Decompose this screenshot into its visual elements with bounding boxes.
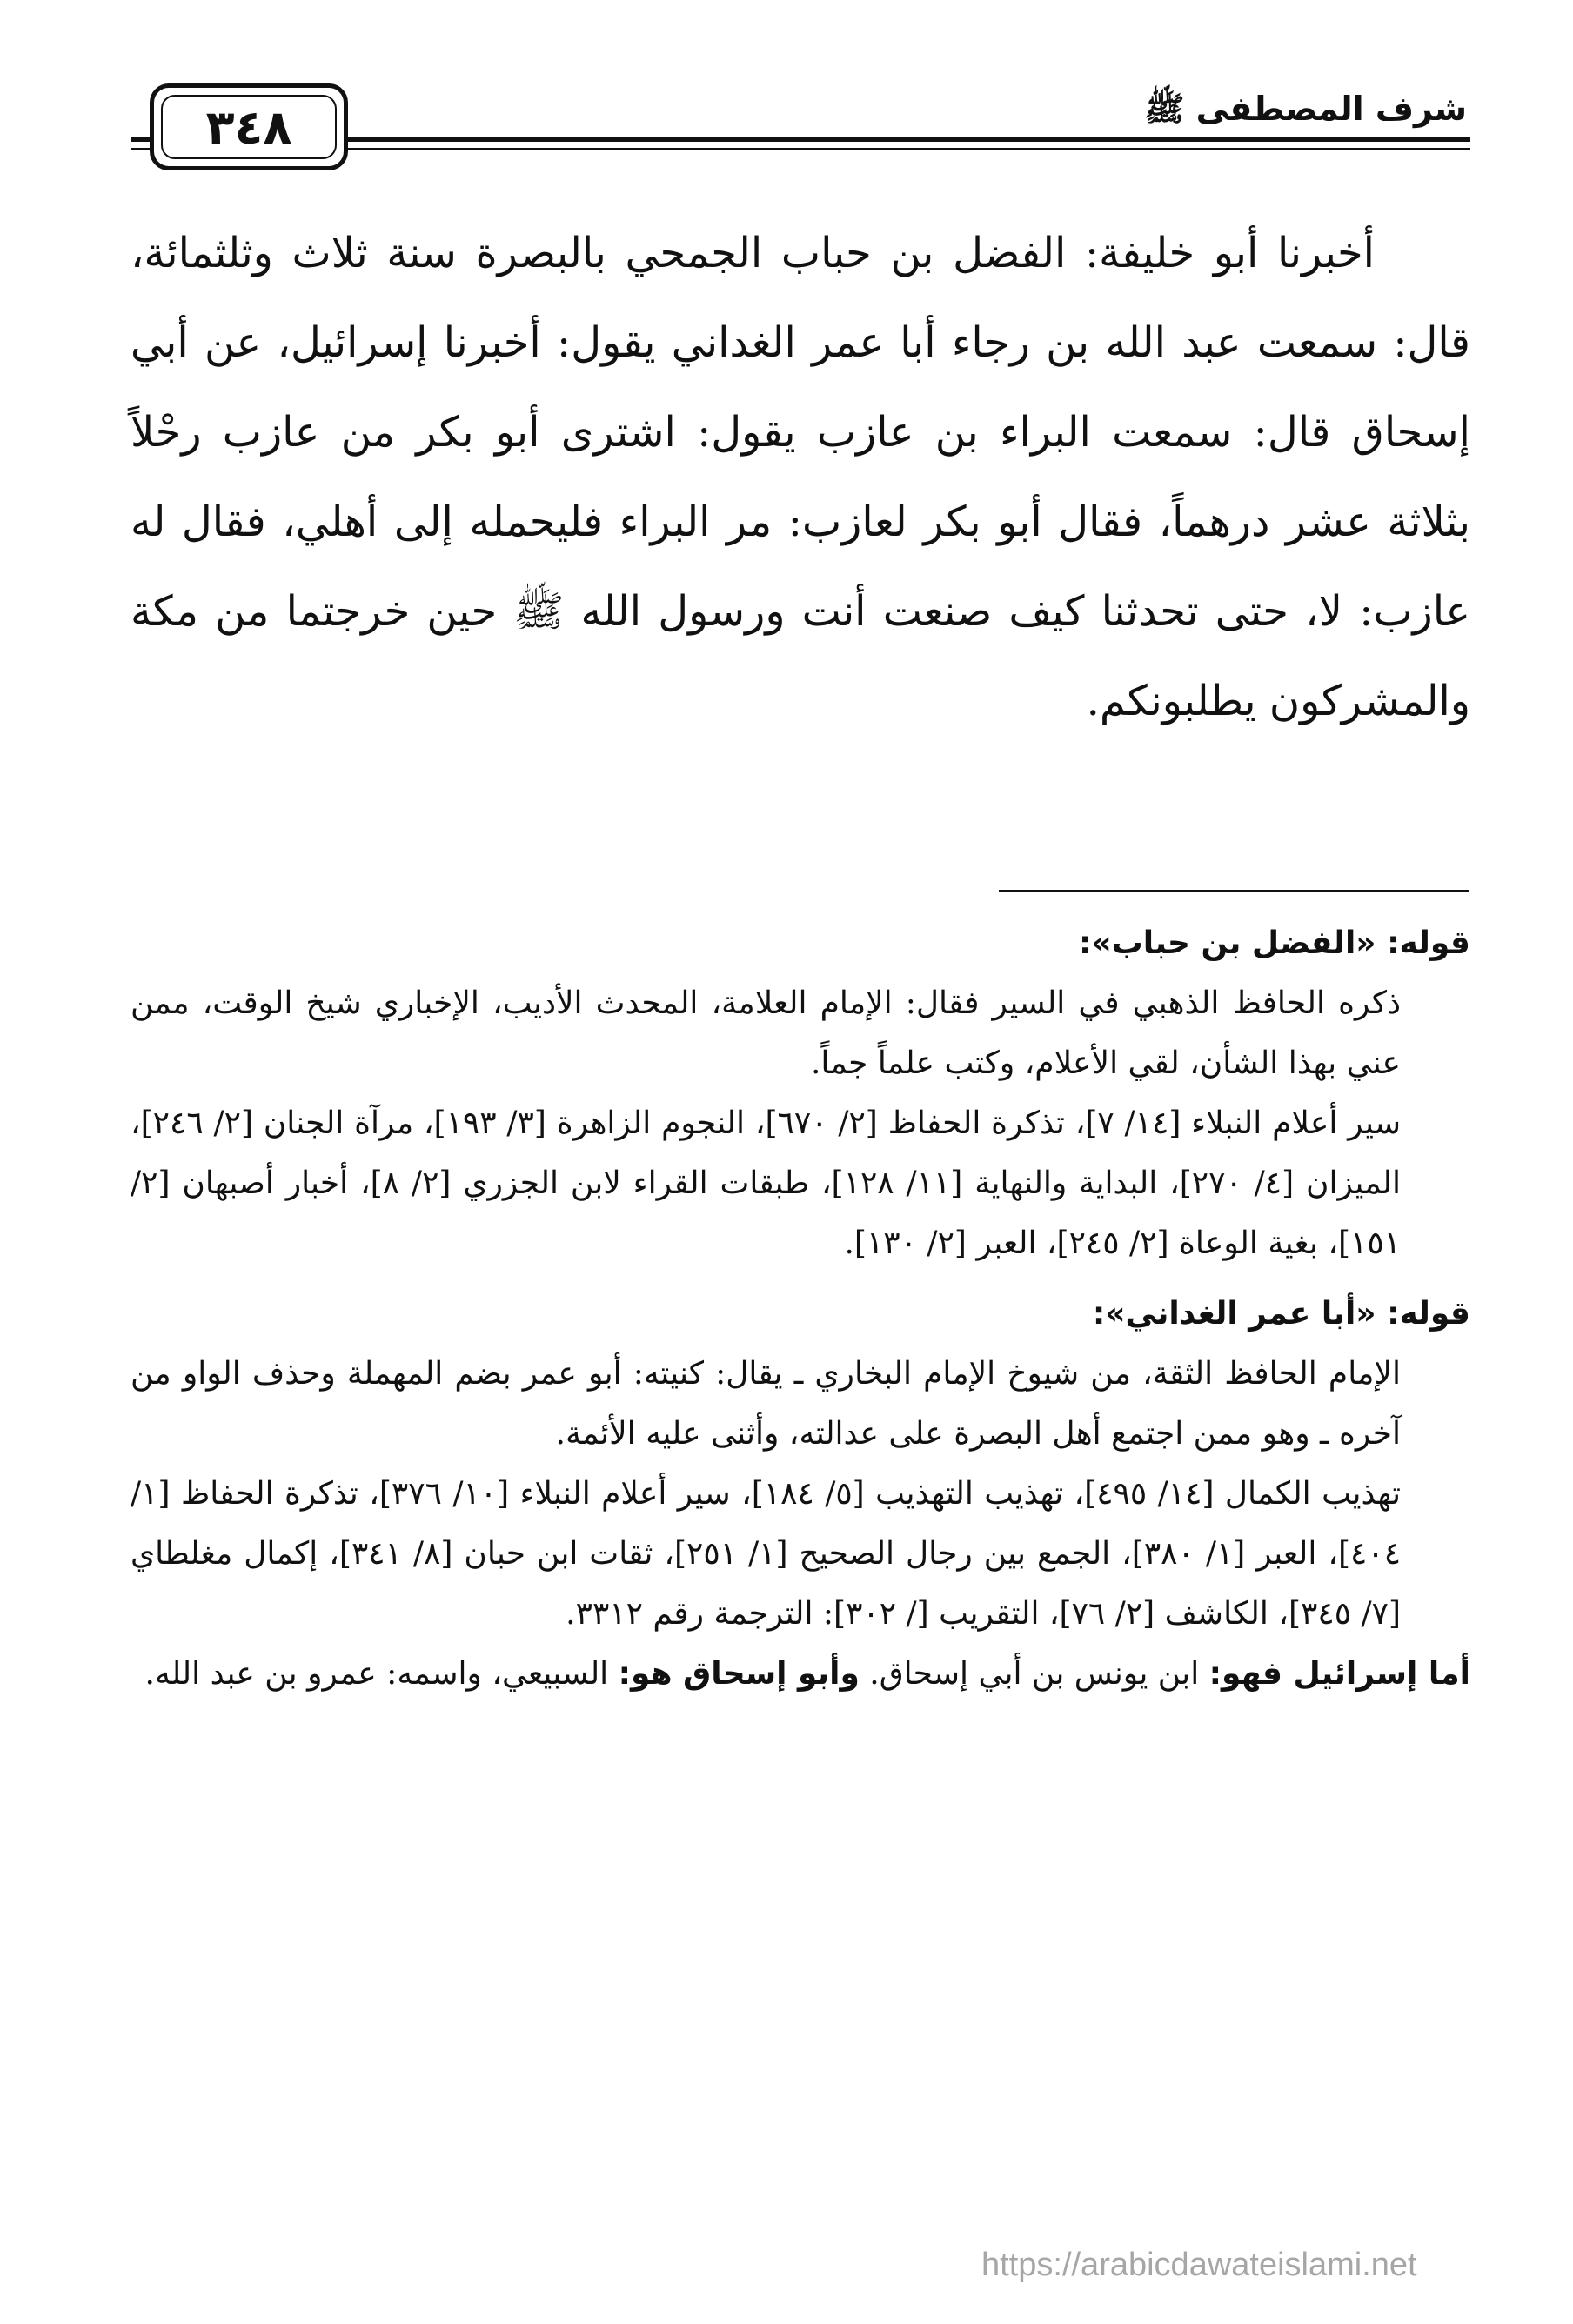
footnote-separator xyxy=(999,890,1469,892)
footnotes xyxy=(131,913,1470,1704)
closing-note-text-2: السبيعي، واسمه: عمرو بن عبد الله. xyxy=(144,1656,619,1692)
footnote-2-paragraph-2: تهذيب الكمال [١٤/ ٤٩٥]، تهذيب التهذيب [٥/ ١٨٤]، سير أعلام النبلاء [١٠/ ٣٧٦]، تذكرة الحفاظ [١/ ٤٠٤]، العبر [١/ ٣٨٠]، الجمع بين رجال الصحيح [١/ ٢٥١]، ثقات ابن حبان [٨/ ٣٤١]، إكمال مغلطاي [٧/ ٣٤٥]، الكاشف [٢/ ٧٦]، التقريب [/ ٣٠٢]: الترجمة رقم ٣٣١٢. xyxy=(131,1476,1402,1632)
page-number: ٣٤٨ xyxy=(205,99,292,155)
closing-note-bold-1: أما إسرائيل فهو: xyxy=(1208,1656,1470,1692)
footnote-label: قوله: xyxy=(1376,925,1470,961)
footnote-1-paragraph-2: سير أعلام النبلاء [١٤/ ٧]، تذكرة الحفاظ [٢/ ٦٧٠]، النجوم الزاهرة [٣/ ١٩٣]، مرآة الجنان [٢/ ٢٤٦]، الميزان [٤/ ٢٧٠]، البداية والنهاية [١١/ ١٢٨]، طبقات القراء لابن الجزري [٢/ ٨]، أخبار أصبهان [٢/ ١٥١]، بغية الوعاة [٢/ ٢٤٥]، العبر [٢/ ١٣٠]. xyxy=(131,1105,1402,1261)
running-title: شرف المصطفى ﷺ xyxy=(1128,87,1467,130)
footnote-label: قوله: xyxy=(1376,1296,1470,1332)
footnote-term: «الفضل بن حباب»: xyxy=(1078,925,1376,961)
closing-note-bold-2: وأبو إسحاق هو: xyxy=(618,1656,860,1692)
closing-note-text-1: ابن يونس بن أبي إسحاق. xyxy=(859,1656,1209,1692)
footnote-2-paragraph-1: الإمام الحافظ الثقة، من شيوخ الإمام البخاري ـ يقال: كنيته: أبو عمر بضم المهملة وحذف الواو من آخره ـ وهو ممن اجتمع أهل البصرة على عدالته، وأثنى عليه الأئمة. xyxy=(131,1356,1401,1452)
footnote-heading-2 xyxy=(131,1284,1470,1344)
footnote-term: «أبا عمر الغداني»: xyxy=(1092,1296,1376,1332)
main-text: أخبرنا أبو خليفة: الفضل بن حباب الجمحي بالبصرة سنة ثلاث وثلثمائة، قال: سمعت عبد الله بن رجاء أبا عمر الغداني يقول: أخبرنا إسرائيل، عن أبي إسحاق قال: سمعت البراء بن عازب يقول: اشترى أبو بكر من عازب رحْلاً بثلاثة عشر درهماً، فقال أبو بكر لعازب: مر البراء فليحمله إلى أهلي، فقال له عازب: لا، حتى تحدثنا كيف صنعت أنت ورسول الله ﷺ حين خرجتما من مكة والمشركون يطلبونكم. xyxy=(131,229,1470,725)
footnote-heading-1 xyxy=(131,913,1470,973)
page-header xyxy=(131,78,1470,174)
footnote-1-paragraph-1: ذكره الحافظ الذهبي في السير فقال: الإمام العلامة، المحدث الأديب، الإخباري شيخ الوقت، ممن عني بهذا الشأن، لقي الأعلام، وكتب علماً جماً. xyxy=(131,985,1401,1081)
closing-note xyxy=(131,1644,1470,1704)
page-number-box xyxy=(150,83,348,170)
watermark-url: https://arabicdawateislami.net xyxy=(981,2247,1417,2283)
